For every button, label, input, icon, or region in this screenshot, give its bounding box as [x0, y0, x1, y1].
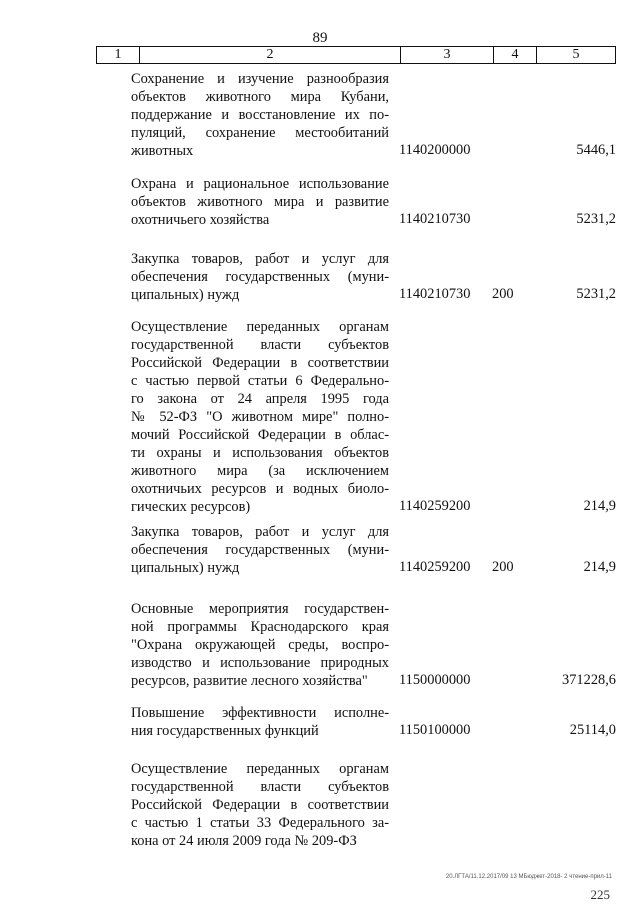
description-line: Российской Федерации в соответствии — [131, 355, 389, 371]
description-line: кона от 24 июля 2009 года № 209-ФЗ — [131, 833, 357, 849]
row-description — [131, 600, 389, 690]
row-description — [131, 318, 389, 516]
row-amount: 214,9 — [583, 559, 616, 575]
row-amount: 371228,6 — [562, 672, 616, 688]
row-amount: 214,9 — [583, 498, 616, 514]
description-line: пуляций, сохранение местообитаний — [131, 125, 389, 141]
description-line: ципальных) нужд — [131, 560, 240, 576]
description-line: ципальных) нужд — [131, 287, 240, 303]
description-line: государственной власти субъектов — [131, 779, 389, 795]
description-line: животных — [131, 143, 194, 159]
description-line: Повышение эффективности исполне- — [131, 705, 389, 721]
description-line: изводство и использование природных — [131, 655, 389, 671]
row-description — [131, 70, 389, 160]
description-line: ти охраны и использования объектов — [131, 445, 389, 461]
row-code: 1140200000 — [399, 142, 471, 158]
description-line: "Охрана окружающей среды, воспро- — [131, 637, 389, 653]
row-expense-type: 200 — [492, 286, 514, 302]
row-code: 1140259200 — [399, 559, 471, 575]
description-line: поддержание и восстановление их по- — [131, 107, 389, 123]
description-line: Осуществление переданных органам — [131, 761, 389, 777]
row-description — [131, 250, 389, 304]
row-description — [131, 523, 389, 577]
description-line: с частью первой статьи 6 Федерально- — [131, 373, 389, 389]
row-amount: 5231,2 — [576, 286, 616, 302]
description-line: государственной власти субъектов — [131, 337, 389, 353]
description-line: охотничьего хозяйства — [131, 212, 270, 228]
row-amount: 25114,0 — [569, 722, 616, 738]
description-line: животного мира (за исключением — [131, 463, 389, 479]
description-line: обеспечения государственных (муни- — [131, 542, 389, 558]
description-line: мочий Российской Федерации в облас- — [131, 427, 389, 443]
row-amount: 5446,1 — [576, 142, 616, 158]
row-code: 1150100000 — [399, 722, 471, 738]
description-line: Закупка товаров, работ и услуг для — [131, 524, 389, 540]
description-line: с частью 1 статьи 33 Федерального за- — [131, 815, 389, 831]
header-col-2: 2 — [140, 47, 401, 64]
description-line: охотничьих ресурсов и водных биоло- — [131, 481, 389, 497]
row-description — [131, 175, 389, 229]
row-code: 1140210730 — [399, 286, 471, 302]
description-line: Российской Федерации в соответствии — [131, 797, 389, 813]
description-line: объектов животного мира и развитие — [131, 194, 389, 210]
description-line: Закупка товаров, работ и услуг для — [131, 251, 389, 267]
row-code: 1150000000 — [399, 672, 471, 688]
row-code: 1140210730 — [399, 211, 471, 227]
row-code: 1140259200 — [399, 498, 471, 514]
description-line: гических ресурсов) — [131, 499, 251, 515]
page-number: 89 — [312, 30, 328, 46]
row-amount: 5231,2 — [576, 211, 616, 227]
header-col-4: 4 — [494, 47, 537, 64]
description-line: Сохранение и изучение разнообразия — [131, 71, 389, 87]
description-line: Охрана и рациональное использование — [131, 176, 389, 192]
footer-file-note: 20.ЛГТА/11.12.2017/09 13 МБюджет-2018- 2 чтение-прил-11 — [445, 874, 612, 880]
description-line: обеспечения государственных (муни- — [131, 269, 389, 285]
description-line: ной программы Краснодарского края — [131, 619, 389, 635]
row-description — [131, 760, 389, 850]
description-line: ния государственных функций — [131, 723, 319, 739]
header-col-5: 5 — [537, 47, 616, 64]
description-line: Осуществление переданных органам — [131, 319, 389, 335]
header-col-3: 3 — [401, 47, 494, 64]
row-description — [131, 704, 389, 740]
header-col-1: 1 — [97, 47, 140, 64]
description-line: объектов животного мира Кубани, — [131, 89, 389, 105]
footer-page-number: 225 — [590, 887, 610, 902]
description-line: го закона от 24 апреля 1995 года — [131, 391, 389, 407]
row-expense-type: 200 — [492, 559, 514, 575]
description-line: № 52-ФЗ "О животном мире" полно- — [131, 409, 389, 425]
description-line: ресурсов, развитие лесного хозяйства" — [131, 673, 368, 689]
description-line: Основные мероприятия государствен- — [131, 601, 389, 617]
